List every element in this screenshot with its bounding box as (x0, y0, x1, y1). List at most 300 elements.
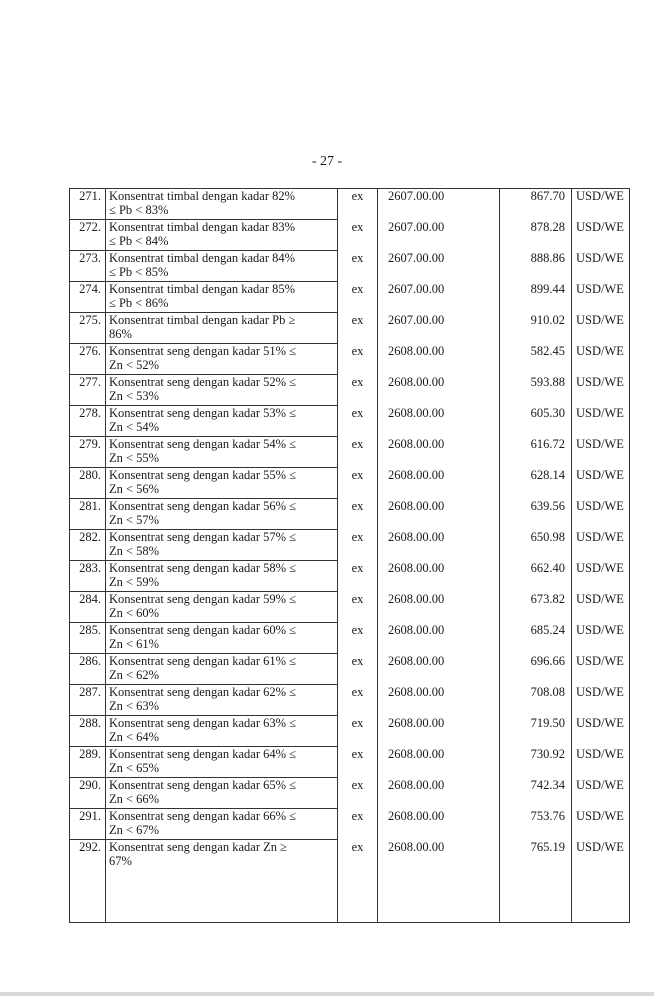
price-unit (572, 623, 630, 654)
commodity-description-line2: 67% (109, 854, 132, 868)
commodity-description (106, 375, 338, 406)
reference-price (500, 747, 572, 778)
price-unit (572, 437, 630, 468)
ex-marker-ex: ex (351, 189, 364, 203)
row-number-no: 280. (79, 468, 101, 482)
reference-price (500, 592, 572, 623)
ex-marker (338, 778, 378, 809)
table-row (70, 561, 630, 592)
commodity-description-line1: Konsentrat seng dengan kadar Zn ≥ (109, 840, 287, 854)
row-number (70, 406, 106, 437)
reference-price (500, 623, 572, 654)
commodity-description (106, 747, 338, 778)
commodity-description-line2: Zn < 54% (109, 420, 160, 434)
ex-marker-ex: ex (351, 839, 364, 854)
commodity-description-line1: Konsentrat seng dengan kadar 53% ≤ (109, 406, 297, 420)
row-number (70, 809, 106, 840)
hs-code (378, 437, 500, 468)
row-number-no: 281. (79, 499, 101, 513)
price-unit-unit: USD/WE (576, 591, 624, 606)
price-unit (572, 685, 630, 716)
reference-price (500, 313, 572, 344)
hs-code (378, 344, 500, 375)
commodity-description-line2: 86% (109, 327, 132, 341)
table-row (70, 809, 630, 840)
ex-marker-ex: ex (351, 281, 364, 296)
reference-price-value: 708.08 (530, 684, 565, 699)
reference-price (500, 375, 572, 406)
commodity-description (106, 561, 338, 592)
commodity-description-line1: Konsentrat seng dengan kadar 52% ≤ (109, 375, 297, 389)
hs-code (378, 189, 500, 220)
ex-marker-ex: ex (351, 684, 364, 699)
price-unit (572, 220, 630, 251)
hs-code (378, 809, 500, 840)
table-row (70, 468, 630, 499)
commodity-description-line2: Zn < 56% (109, 482, 160, 496)
commodity-description (106, 251, 338, 282)
row-number-no: 271. (79, 189, 101, 203)
commodity-description-line1: Konsentrat timbal dengan kadar 83% (109, 220, 296, 234)
commodity-description-line2: Zn < 57% (109, 513, 160, 527)
commodity-description-line2: Zn < 62% (109, 668, 160, 682)
commodity-description (106, 685, 338, 716)
row-number-no: 278. (79, 406, 101, 420)
hs-code (378, 406, 500, 437)
reference-price-value: 696.66 (530, 653, 565, 668)
reference-price (500, 468, 572, 499)
price-unit (572, 313, 630, 344)
reference-price (500, 530, 572, 561)
table-row (70, 530, 630, 561)
reference-price-value: 616.72 (530, 436, 565, 451)
commodity-description-line2: Zn < 53% (109, 389, 160, 403)
row-number-no: 286. (79, 654, 101, 668)
tariff-table (69, 188, 630, 923)
price-unit (572, 282, 630, 313)
commodity-description-line1: Konsentrat seng dengan kadar 63% ≤ (109, 716, 297, 730)
row-number-no: 289. (79, 747, 101, 761)
price-unit-unit: USD/WE (576, 343, 624, 358)
hs-code (378, 654, 500, 685)
ex-marker (338, 437, 378, 468)
reference-price (500, 561, 572, 592)
reference-price (500, 685, 572, 716)
hs-code (378, 313, 500, 344)
ex-marker (338, 251, 378, 282)
ex-marker (338, 499, 378, 530)
commodity-description-line1: Konsentrat seng dengan kadar 55% ≤ (109, 468, 297, 482)
commodity-description-line2: Zn < 67% (109, 823, 160, 837)
reference-price (500, 437, 572, 468)
ex-marker-ex: ex (351, 343, 364, 358)
row-number-no: 277. (79, 375, 101, 389)
reference-price (500, 840, 572, 871)
commodity-description-line1: Konsentrat seng dengan kadar 61% ≤ (109, 654, 297, 668)
commodity-description-line1: Konsentrat seng dengan kadar 62% ≤ (109, 685, 297, 699)
price-unit-unit: USD/WE (576, 467, 624, 482)
price-unit-unit: USD/WE (576, 653, 624, 668)
hs-code-hs: 2607.00.00 (388, 219, 445, 234)
ex-marker (338, 375, 378, 406)
row-number-no: 284. (79, 592, 101, 606)
ex-marker-ex: ex (351, 715, 364, 730)
row-number (70, 623, 106, 654)
table-row (70, 220, 630, 251)
reference-price (500, 251, 572, 282)
price-unit-unit: USD/WE (576, 560, 624, 575)
commodity-description (106, 809, 338, 840)
price-unit (572, 654, 630, 685)
ex-marker-ex: ex (351, 467, 364, 482)
commodity-description-line2: Zn < 61% (109, 637, 160, 651)
commodity-description (106, 313, 338, 344)
hs-code (378, 530, 500, 561)
hs-code (378, 840, 500, 871)
ex-marker-ex: ex (351, 250, 364, 265)
table-row (70, 623, 630, 654)
reference-price (500, 499, 572, 530)
row-number-no: 291. (79, 809, 101, 823)
commodity-description-line1: Konsentrat seng dengan kadar 58% ≤ (109, 561, 297, 575)
hs-code (378, 499, 500, 530)
table-row (70, 375, 630, 406)
commodity-description (106, 778, 338, 809)
ex-marker (338, 592, 378, 623)
commodity-description-line1: Konsentrat seng dengan kadar 59% ≤ (109, 592, 297, 606)
price-unit (572, 499, 630, 530)
table-row (70, 499, 630, 530)
row-number-no: 287. (79, 685, 101, 699)
row-number (70, 561, 106, 592)
ex-marker (338, 623, 378, 654)
reference-price-value: 650.98 (530, 529, 565, 544)
row-number (70, 282, 106, 313)
commodity-description (106, 282, 338, 313)
commodity-description (106, 220, 338, 251)
price-unit-unit: USD/WE (576, 250, 624, 265)
price-unit-unit: USD/WE (576, 777, 624, 792)
hs-code (378, 592, 500, 623)
row-number-no: 283. (79, 561, 101, 575)
row-number-no: 274. (79, 282, 101, 296)
ex-marker-ex: ex (351, 436, 364, 451)
hs-code (378, 778, 500, 809)
price-unit-unit: USD/WE (576, 405, 624, 420)
reference-price (500, 809, 572, 840)
ex-marker (338, 468, 378, 499)
price-unit (572, 406, 630, 437)
row-number (70, 778, 106, 809)
table-row (70, 313, 630, 344)
ex-marker (338, 561, 378, 592)
commodity-description (106, 344, 338, 375)
commodity-description-line1: Konsentrat seng dengan kadar 66% ≤ (109, 809, 297, 823)
price-unit (572, 809, 630, 840)
commodity-description-line2: Zn < 64% (109, 730, 160, 744)
reference-price-value: 742.34 (530, 777, 565, 792)
price-unit-unit: USD/WE (576, 189, 624, 203)
hs-code (378, 685, 500, 716)
row-number-no: 276. (79, 344, 101, 358)
ex-marker (338, 747, 378, 778)
commodity-description (106, 716, 338, 747)
ex-marker-ex: ex (351, 405, 364, 420)
reference-price (500, 189, 572, 220)
ex-marker (338, 716, 378, 747)
ex-marker-ex: ex (351, 622, 364, 637)
ex-marker (338, 313, 378, 344)
reference-price (500, 406, 572, 437)
reference-price-value: 867.70 (530, 189, 565, 203)
commodity-description (106, 654, 338, 685)
hs-code-hs: 2608.00.00 (388, 653, 445, 668)
commodity-description (106, 437, 338, 468)
commodity-description-line2: Zn < 52% (109, 358, 160, 372)
commodity-description-line2: ≤ Pb < 86% (109, 296, 169, 310)
price-unit-unit: USD/WE (576, 498, 624, 513)
price-unit-unit: USD/WE (576, 684, 624, 699)
commodity-description-line1: Konsentrat seng dengan kadar 51% ≤ (109, 344, 297, 358)
commodity-description (106, 189, 338, 220)
reference-price (500, 344, 572, 375)
reference-price-value: 673.82 (530, 591, 565, 606)
price-unit-unit: USD/WE (576, 808, 624, 823)
hs-code (378, 716, 500, 747)
row-number (70, 220, 106, 251)
hs-code-hs: 2608.00.00 (388, 622, 445, 637)
commodity-description (106, 623, 338, 654)
commodity-description-line1: Konsentrat seng dengan kadar 56% ≤ (109, 499, 297, 513)
hs-code-hs: 2608.00.00 (388, 436, 445, 451)
price-unit-unit: USD/WE (576, 281, 624, 296)
commodity-description-line1: Konsentrat timbal dengan kadar 85% (109, 282, 296, 296)
reference-price (500, 220, 572, 251)
price-unit-unit: USD/WE (576, 312, 624, 327)
price-unit-unit: USD/WE (576, 622, 624, 637)
table-row (70, 592, 630, 623)
reference-price-value: 685.24 (530, 622, 565, 637)
commodity-description-line2: Zn < 59% (109, 575, 160, 589)
price-unit (572, 189, 630, 220)
row-number (70, 716, 106, 747)
ex-marker (338, 344, 378, 375)
row-number (70, 592, 106, 623)
hs-code-hs: 2607.00.00 (388, 312, 445, 327)
reference-price (500, 654, 572, 685)
price-unit (572, 778, 630, 809)
price-unit (572, 251, 630, 282)
ex-marker (338, 809, 378, 840)
commodity-description-line2: Zn < 60% (109, 606, 160, 620)
price-unit-unit: USD/WE (576, 436, 624, 451)
row-number (70, 654, 106, 685)
ex-marker (338, 406, 378, 437)
ex-marker (338, 530, 378, 561)
price-unit (572, 561, 630, 592)
row-number (70, 313, 106, 344)
commodity-description-line2: ≤ Pb < 83% (109, 203, 169, 217)
row-number (70, 499, 106, 530)
price-unit-unit: USD/WE (576, 746, 624, 761)
hs-code (378, 468, 500, 499)
ex-marker (338, 654, 378, 685)
hs-code-hs: 2607.00.00 (388, 281, 445, 296)
commodity-description (106, 530, 338, 561)
reference-price-value: 888.86 (530, 250, 565, 265)
reference-price-value: 730.92 (530, 746, 565, 761)
hs-code-hs: 2607.00.00 (388, 189, 445, 203)
ex-marker-ex: ex (351, 746, 364, 761)
reference-price-value: 662.40 (530, 560, 565, 575)
reference-price-value: 910.02 (530, 312, 565, 327)
ex-marker-ex: ex (351, 591, 364, 606)
price-unit (572, 530, 630, 561)
reference-price-value: 593.88 (530, 374, 565, 389)
page-bottom-edge (0, 992, 654, 996)
reference-price-value: 719.50 (530, 715, 565, 730)
reference-price-value: 878.28 (530, 219, 565, 234)
reference-price (500, 282, 572, 313)
hs-code-hs: 2608.00.00 (388, 498, 445, 513)
page-number: - 27 - (311, 154, 343, 169)
row-number (70, 375, 106, 406)
ex-marker (338, 189, 378, 220)
price-unit (572, 592, 630, 623)
tariff-table-body (70, 189, 630, 923)
row-number (70, 685, 106, 716)
commodity-description-line1: Konsentrat seng dengan kadar 60% ≤ (109, 623, 297, 637)
commodity-description (106, 499, 338, 530)
table-filler-row (70, 870, 630, 923)
commodity-description-line2: ≤ Pb < 85% (109, 265, 169, 279)
hs-code-hs: 2608.00.00 (388, 529, 445, 544)
row-number-no: 273. (79, 251, 101, 265)
commodity-description-line2: Zn < 63% (109, 699, 160, 713)
price-unit-unit: USD/WE (576, 715, 624, 730)
hs-code-hs: 2608.00.00 (388, 777, 445, 792)
price-unit-unit: USD/WE (576, 374, 624, 389)
commodity-description (106, 840, 338, 871)
hs-code (378, 251, 500, 282)
table-row (70, 282, 630, 313)
reference-price-value: 765.19 (530, 839, 565, 854)
hs-code-hs: 2608.00.00 (388, 467, 445, 482)
commodity-description-line1: Konsentrat seng dengan kadar 57% ≤ (109, 530, 297, 544)
hs-code (378, 623, 500, 654)
reference-price (500, 716, 572, 747)
row-number-no: 285. (79, 623, 101, 637)
row-number (70, 251, 106, 282)
ex-marker-ex: ex (351, 312, 364, 327)
hs-code-hs: 2608.00.00 (388, 684, 445, 699)
hs-code (378, 282, 500, 313)
hs-code-hs: 2608.00.00 (388, 839, 445, 854)
commodity-description-line1: Konsentrat seng dengan kadar 64% ≤ (109, 747, 297, 761)
hs-code (378, 561, 500, 592)
hs-code-hs: 2608.00.00 (388, 591, 445, 606)
commodity-description-line2: Zn < 55% (109, 451, 160, 465)
ex-marker (338, 282, 378, 313)
commodity-description-line2: ≤ Pb < 84% (109, 234, 169, 248)
hs-code-hs: 2607.00.00 (388, 250, 445, 265)
table-row (70, 437, 630, 468)
row-number (70, 840, 106, 871)
row-number (70, 530, 106, 561)
hs-code-hs: 2608.00.00 (388, 715, 445, 730)
table-row (70, 344, 630, 375)
table-row (70, 716, 630, 747)
price-unit (572, 840, 630, 871)
price-unit (572, 468, 630, 499)
commodity-description (106, 592, 338, 623)
row-number-no: 279. (79, 437, 101, 451)
table-row (70, 189, 630, 220)
commodity-description-line1: Konsentrat timbal dengan kadar 82% (109, 189, 296, 203)
ex-marker-ex: ex (351, 808, 364, 823)
commodity-description-line2: Zn < 65% (109, 761, 160, 775)
table-row (70, 840, 630, 871)
reference-price-value: 628.14 (530, 467, 565, 482)
ex-marker (338, 840, 378, 871)
table-row (70, 251, 630, 282)
row-number-no: 282. (79, 530, 101, 544)
table-row (70, 406, 630, 437)
hs-code-hs: 2608.00.00 (388, 374, 445, 389)
table-row (70, 685, 630, 716)
price-unit (572, 375, 630, 406)
row-number-no: 275. (79, 313, 101, 327)
table-row (70, 654, 630, 685)
ex-marker (338, 220, 378, 251)
ex-marker-ex: ex (351, 374, 364, 389)
price-unit-unit: USD/WE (576, 839, 624, 854)
ex-marker-ex: ex (351, 560, 364, 575)
hs-code (378, 220, 500, 251)
commodity-description-line1: Konsentrat seng dengan kadar 54% ≤ (109, 437, 297, 451)
hs-code-hs: 2608.00.00 (388, 746, 445, 761)
reference-price (500, 778, 572, 809)
hs-code (378, 375, 500, 406)
price-unit (572, 747, 630, 778)
row-number-no: 272. (79, 220, 101, 234)
reference-price-value: 582.45 (530, 343, 565, 358)
commodity-description (106, 406, 338, 437)
row-number-no: 292. (79, 840, 101, 854)
reference-price-value: 899.44 (530, 281, 565, 296)
row-number (70, 344, 106, 375)
row-number (70, 747, 106, 778)
commodity-description-line1: Konsentrat timbal dengan kadar Pb ≥ (109, 313, 296, 327)
price-unit-unit: USD/WE (576, 529, 624, 544)
commodity-description-line2: Zn < 58% (109, 544, 160, 558)
price-unit-unit: USD/WE (576, 219, 624, 234)
row-number-no: 288. (79, 716, 101, 730)
reference-price-value: 753.76 (530, 808, 565, 823)
hs-code (378, 747, 500, 778)
commodity-description-line1: Konsentrat timbal dengan kadar 84% (109, 251, 296, 265)
table-row (70, 778, 630, 809)
row-number (70, 437, 106, 468)
ex-marker-ex: ex (351, 653, 364, 668)
commodity-description-line1: Konsentrat seng dengan kadar 65% ≤ (109, 778, 297, 792)
reference-price-value: 639.56 (530, 498, 565, 513)
price-unit (572, 716, 630, 747)
hs-code-hs: 2608.00.00 (388, 560, 445, 575)
hs-code-hs: 2608.00.00 (388, 808, 445, 823)
price-unit (572, 344, 630, 375)
row-number-no: 290. (79, 778, 101, 792)
